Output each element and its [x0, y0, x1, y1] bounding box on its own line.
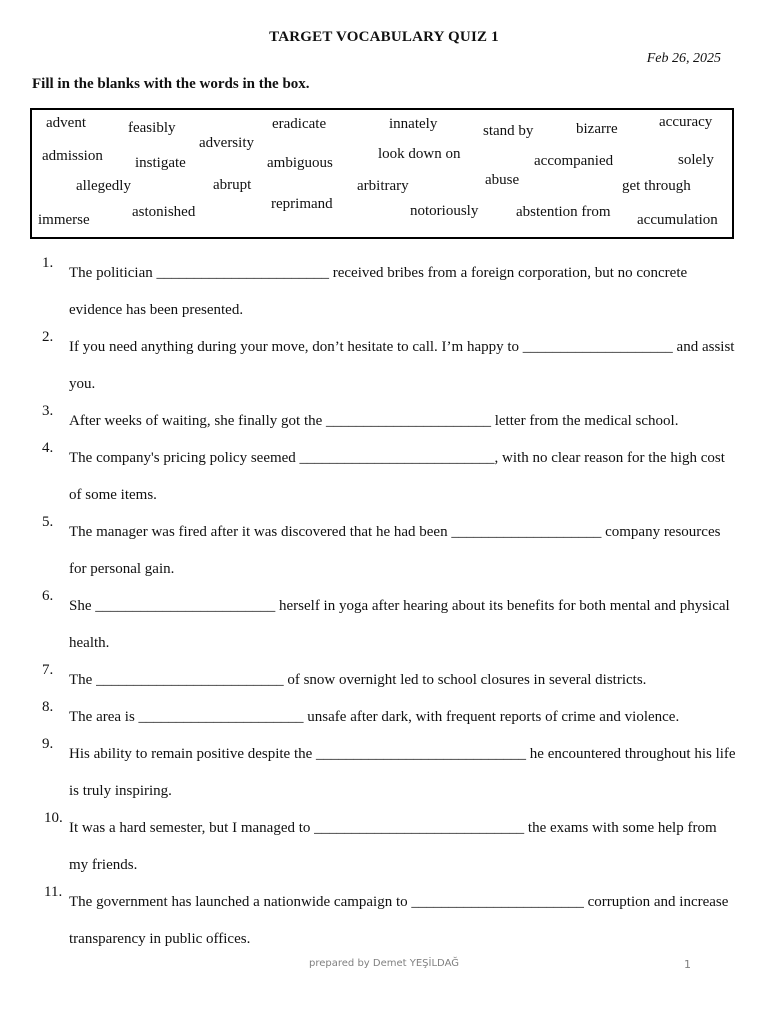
- word-bank-item: solely: [678, 152, 714, 168]
- word-bank-item: abrupt: [213, 177, 252, 193]
- question-item: [0, 403, 768, 440]
- question-number: 1.: [42, 255, 54, 271]
- question-text: After weeks of waiting, she finally got the ______________________ letter from the medical school.: [69, 413, 679, 429]
- word-bank-item: immerse: [38, 212, 90, 228]
- question-item: [0, 810, 768, 884]
- question-list: [0, 255, 768, 958]
- question-number: 4.: [42, 440, 54, 456]
- question-item: [0, 699, 768, 736]
- question-text: His ability to remain positive despite the ____________________________ he encountered throughout his life is truly inspiring.: [69, 746, 736, 799]
- word-bank-item: stand by: [483, 123, 534, 139]
- word-bank-item: look down on: [378, 146, 461, 162]
- question-item: [0, 884, 768, 958]
- question-number: 10.: [44, 810, 63, 826]
- question-number: 11.: [44, 884, 63, 900]
- question-text: If you need anything during your move, don’t hesitate to call. I’m happy to ____________________ and assist you.: [69, 339, 735, 392]
- question-item: [0, 440, 768, 514]
- question-text: The area is ______________________ unsafe after dark, with frequent reports of crime and violence.: [69, 709, 680, 725]
- word-bank-box: [30, 108, 734, 239]
- word-bank-item: allegedly: [76, 178, 131, 194]
- word-bank-item: get through: [622, 178, 691, 194]
- word-bank-item: eradicate: [272, 116, 327, 132]
- question-text: The manager was fired after it was discovered that he had been ____________________ company resources for personal gain.: [69, 524, 721, 577]
- question-number: 6.: [42, 588, 54, 604]
- word-bank-item: notoriously: [410, 203, 479, 219]
- question-item: [0, 514, 768, 588]
- word-bank-item: feasibly: [128, 120, 176, 136]
- word-bank-item: advent: [46, 115, 86, 131]
- question-number: 8.: [42, 699, 54, 715]
- question-text: The politician _______________________ received bribes from a foreign corporation, but no concrete evidence has been presented.: [69, 265, 688, 318]
- question-item: [0, 662, 768, 699]
- word-bank-item: accuracy: [659, 114, 713, 130]
- question-number: 7.: [42, 662, 54, 678]
- question-text: The _________________________ of snow overnight led to school closures in several districts.: [69, 672, 647, 688]
- question-text: It was a hard semester, but I managed to ____________________________ the exams with some help from my friends.: [69, 820, 717, 873]
- question-item: [0, 329, 768, 403]
- word-bank-item: arbitrary: [357, 178, 409, 194]
- word-bank-item: abstention from: [516, 204, 611, 220]
- word-bank-item: accompanied: [534, 153, 614, 169]
- question-number: 3.: [42, 403, 54, 419]
- question-item: [0, 255, 768, 329]
- question-number: 9.: [42, 736, 54, 752]
- quiz-title: TARGET VOCABULARY QUIZ 1: [269, 29, 499, 45]
- page-number: 1: [684, 958, 691, 971]
- word-bank-item: abuse: [485, 172, 520, 188]
- question-item: [0, 736, 768, 810]
- question-item: [0, 588, 768, 662]
- question-number: 2.: [42, 329, 54, 345]
- word-bank-item: instigate: [135, 155, 186, 171]
- question-text: The government has launched a nationwide campaign to _______________________ corruption and increase transparency in public offices.: [69, 894, 729, 947]
- word-bank-item: accumulation: [637, 212, 718, 228]
- instructions: Fill in the blanks with the words in the box.: [32, 76, 310, 92]
- quiz-date: Feb 26, 2025: [646, 51, 721, 66]
- word-bank-item: adversity: [199, 135, 254, 151]
- question-number: 5.: [42, 514, 54, 530]
- question-text: She ________________________ herself in yoga after hearing about its benefits for both mental and physical health.: [69, 598, 730, 651]
- word-bank-item: bizarre: [576, 121, 618, 137]
- word-bank-item: ambiguous: [267, 155, 333, 171]
- word-bank-item: admission: [42, 148, 103, 164]
- question-text: The company's pricing policy seemed __________________________, with no clear reason for the high cost of some items.: [69, 450, 725, 503]
- footer-credit: prepared by Demet YEŞİLDAĞ: [309, 958, 459, 969]
- word-bank-item: reprimand: [271, 196, 333, 212]
- word-bank-item: astonished: [132, 204, 196, 220]
- word-bank-item: innately: [389, 116, 438, 132]
